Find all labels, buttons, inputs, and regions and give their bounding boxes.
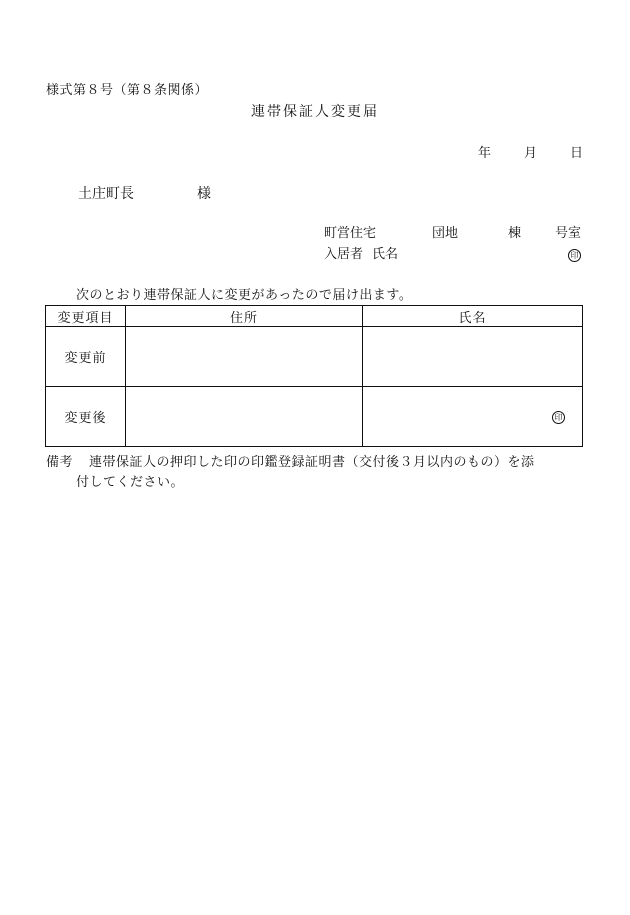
change-table <box>45 305 583 447</box>
after-address-cell[interactable] <box>126 387 363 447</box>
after-name-cell[interactable] <box>363 387 583 447</box>
table-header-row <box>46 306 583 327</box>
header-address: 住所 <box>126 306 363 327</box>
housing-label: 町営住宅 <box>324 226 377 241</box>
addressee-name: 土庄町長 <box>78 186 134 202</box>
table-row-after <box>46 387 583 447</box>
intro-text: 次のとおり連帯保証人に変更があったので届け出ます。 <box>76 288 413 303</box>
header-name: 氏名 <box>363 306 583 327</box>
housing-building-label: 棟 <box>508 226 522 241</box>
remarks-label: 備考 <box>46 455 74 470</box>
remarks-line-1 <box>46 456 535 469</box>
header-change-item: 変更項目 <box>46 306 126 327</box>
form-number: 様式第８号（第８条関係） <box>46 83 209 98</box>
date-day-label: 日 <box>570 146 584 161</box>
housing-room-label: 号室 <box>555 226 582 241</box>
remarks-line-2: 付してください。 <box>76 475 185 490</box>
tenant-name-label: 氏名 <box>372 247 399 262</box>
addressee-honorific: 様 <box>197 186 211 202</box>
row-label-after: 変更後 <box>46 387 126 447</box>
housing-complex-label: 団地 <box>432 226 459 241</box>
seal-mark-icon: 印 <box>568 249 581 262</box>
date-month-label: 月 <box>524 146 538 161</box>
document-title: 連帯保証人変更届 <box>251 104 379 120</box>
remarks-text-1: 連帯保証人の押印した印の印鑑登録証明書（交付後３月以内のもの）を添 <box>89 455 535 470</box>
tenant-label: 入居者 <box>324 247 364 262</box>
before-name-cell[interactable] <box>363 327 583 387</box>
before-address-cell[interactable] <box>126 327 363 387</box>
date-year-label: 年 <box>478 146 492 161</box>
table-row-before <box>46 327 583 387</box>
seal-mark-icon: 印 <box>552 411 565 424</box>
row-label-before: 変更前 <box>46 327 126 387</box>
